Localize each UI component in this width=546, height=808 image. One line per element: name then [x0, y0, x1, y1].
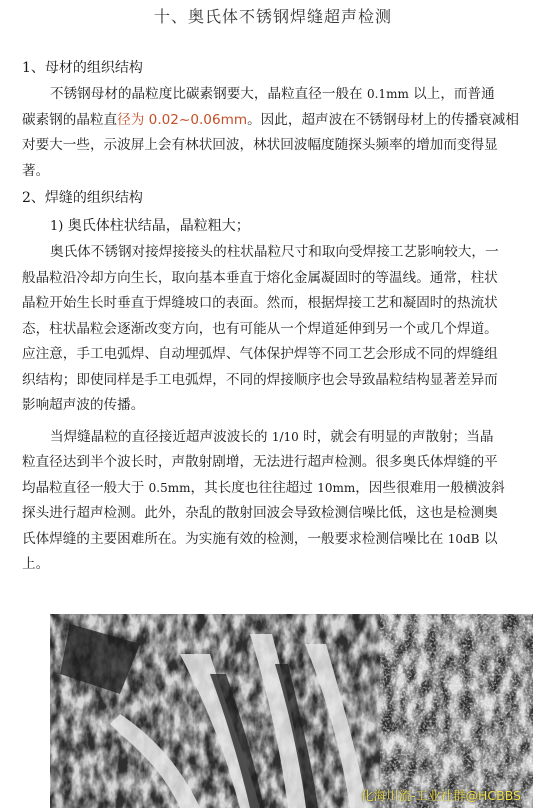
text-run: ，因些很难用一般横波斜: [355, 479, 505, 496]
paragraph-line: [22, 108, 527, 134]
paragraph-line: 般晶粒沿冷却方向生长，取向基本垂直于熔化金属凝固时的等温线。通常，柱状: [22, 269, 498, 286]
text-run: 。因此，超声波在不锈钢母材上的传播衰减相: [247, 111, 519, 128]
paragraph-line: 应注意，手工电弧焊、自动埋弧焊、气体保护焊等不同工艺会形成不同的焊缝组: [22, 346, 498, 362]
micrograph-texture: [50, 614, 533, 808]
document-body: [22, 54, 527, 578]
measurement: 0.1mm: [366, 87, 409, 101]
text-run: 时，就会有明显的声散射；当晶: [298, 428, 494, 445]
paragraph-line: 影响超声波的传播。: [22, 397, 145, 413]
text-run: 当焊缝晶粒的直径接近超声波波长的: [50, 428, 272, 445]
section-1-paragraph: [22, 82, 527, 184]
section-2-heading: [22, 184, 527, 212]
paragraph-line: [22, 476, 527, 502]
measurement: 0.5mm: [148, 480, 191, 495]
section-2-paragraph-1: [22, 240, 527, 419]
paragraph-line: 著。: [22, 162, 50, 179]
paragraph-line: 粒直径达到半个波长时，声散射剧增，无法进行超声检测。很多奥氏体焊缝的平: [22, 454, 498, 470]
section-1-number: 1、: [22, 60, 45, 76]
text-run: ，其长度也往往超过: [190, 479, 318, 496]
paragraph-line: 奥氏体不锈钢对接焊接接头的柱状晶粒尺寸和取向受焊接工艺影响较大，一: [50, 244, 499, 260]
section-2-paragraph-2: [22, 425, 527, 578]
subsection-heading: [22, 212, 527, 240]
paragraph-line: [22, 425, 527, 451]
text-run: 不锈钢母材的晶粒度比碳素钢要大，晶粒直径一般在: [50, 86, 367, 102]
measurement: 10dB: [447, 531, 480, 546]
subsection-number: 1): [50, 219, 64, 234]
text-run: 均晶粒直径一般大于: [22, 479, 149, 496]
paragraph-line: 探头进行超声检测。此外，杂乱的散射回波会导致检测信噪比低，这也是检测奥: [22, 505, 498, 521]
paragraph-line: 织结构；即使同样是手工电弧焊，不同的焊接顺序也会导致晶粒结构显著差异而: [22, 371, 498, 388]
text-run: 碳素钢的晶粒直: [22, 111, 118, 128]
weld-micrograph-image: [50, 614, 533, 808]
paragraph-line: 上。: [22, 556, 50, 572]
paragraph-line: 态，柱状晶粒会逐渐改变方向，也有可能从一个焊道延伸到另一个或几个焊道。: [22, 320, 498, 337]
paragraph-line: [22, 527, 527, 553]
text-run: 氏体焊缝的主要困难所在。为实施有效的检测，一般要求检测信噪比在: [22, 530, 448, 547]
section-2-number: 2、: [22, 190, 45, 206]
highlighted-text: [117, 112, 247, 128]
paragraph-line: [22, 82, 527, 108]
measurement: 10mm: [317, 480, 356, 495]
measurement: 1/10: [271, 429, 299, 444]
section-2-title: 焊缝的组织结构: [44, 190, 143, 206]
paragraph-line: 对要大一些，示波屏上会有林状回波，林状回波幅度随探头频率的增加而变得显: [22, 137, 498, 153]
measurement: 径为 0.02~0.06mm: [117, 111, 248, 128]
text-run: 以上，而普通: [408, 86, 495, 102]
page-title: 十、奥氏体不锈钢焊缝超声检测: [153, 7, 392, 26]
subsection-title: 奥氏体柱状结晶，晶粒粗大；: [67, 218, 250, 234]
section-1-heading: [22, 54, 527, 82]
text-run: 以: [479, 530, 498, 547]
section-1-title: 母材的组织结构: [44, 60, 143, 76]
watermark-text: 化海川流-工业社群@HCBBS: [360, 788, 521, 803]
paragraph-line: 晶粒开始生长时垂直于焊缝坡口的表面。然而，根据焊接工艺和凝固时的热流状: [22, 295, 498, 311]
